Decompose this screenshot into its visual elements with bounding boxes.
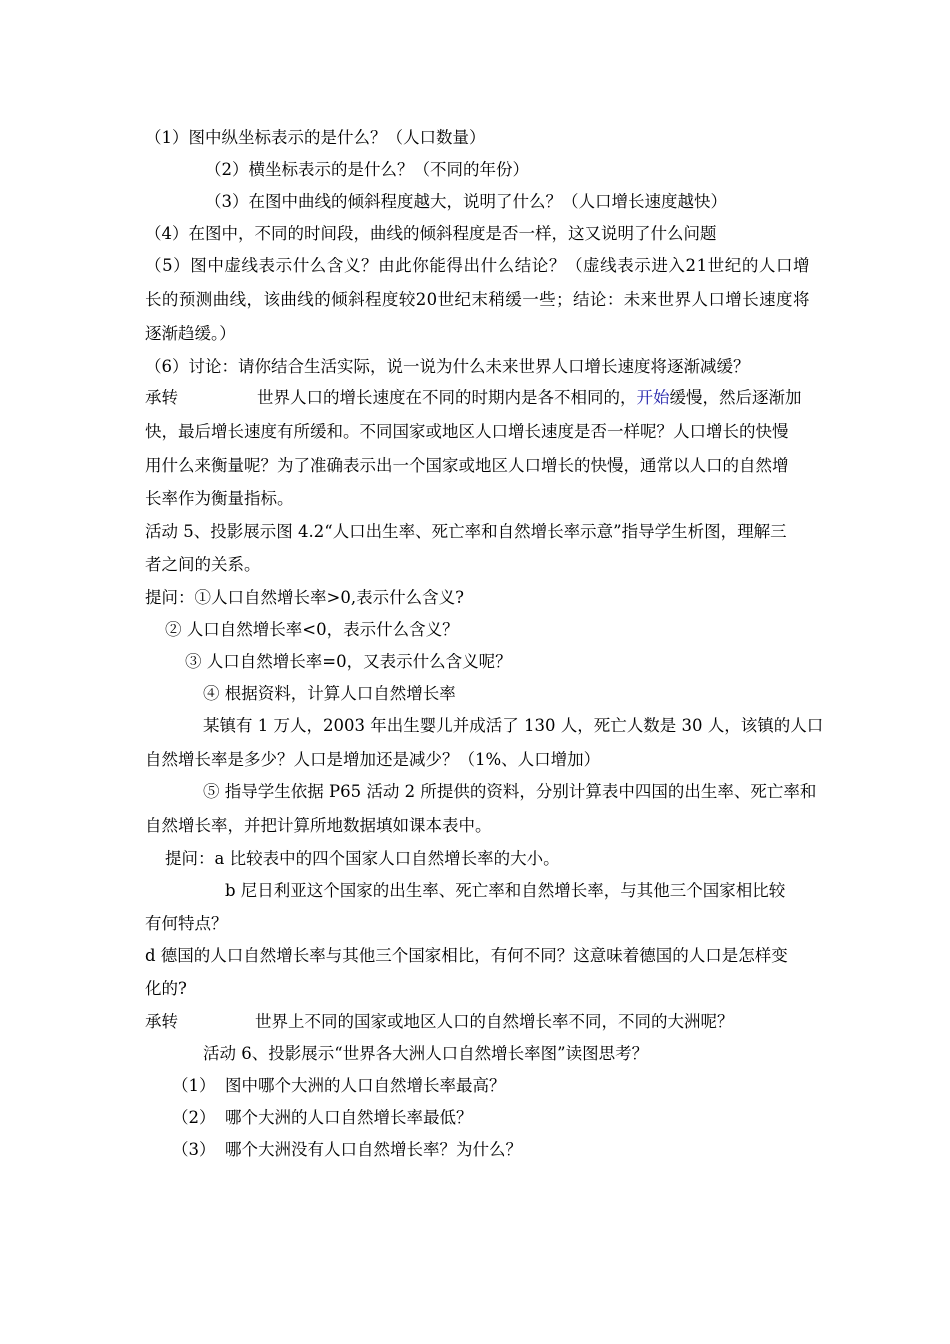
ask-b-line-2: 有何特点？	[145, 914, 228, 933]
question-6: （6）讨论：请你结合生活实际，说一说为什么未来世界人口增长速度将逐渐减缓？	[145, 357, 750, 376]
activity-5-line-2: 者之间的关系。	[145, 555, 261, 574]
ask-item-5-line-2: 自然增长率，并把计算所地数据填如课本表中。	[145, 816, 492, 835]
activity-6-q-1: 图中哪个大洲的人口自然增长率最高？	[225, 1076, 506, 1095]
question-5-line-1: （ 5 ） 图 中 虚 线 表 示 什 么 含 义 ？ 由 此 你 能 得 出 什 么 结 论 ？ （ 虚 线 表 示 进 入 2 1 世 纪 的 人 口 增	[145, 256, 810, 275]
transition-label-2: 承转	[145, 1012, 178, 1031]
transition-text-1c: 缓慢，然后逐渐加	[669, 388, 802, 407]
question-4: （4）在图中，不同的时间段，曲线的倾斜程度是否一样，这又说明了什么问题	[145, 224, 717, 243]
example-line-1: 某镇有 1 万人，2003 年出生婴儿并成活了 130 人，死亡人数是 30 人，该镇的人口	[203, 716, 824, 735]
highlight-word: 开始	[636, 388, 670, 407]
ask-item-1: 提问：①人口自然增长率>0,表示什么含义?	[145, 588, 464, 607]
activity-6-q-3: 哪个大洲没有人口自然增长率？为什么？	[225, 1140, 522, 1159]
transition-label-1: 承转	[145, 388, 178, 407]
ask-b-line-1: b 尼日利亚这个国家的出生率、死亡率和自然增长率，与其他三个国家相比较	[225, 881, 786, 900]
activity-6-num-3: （3）	[172, 1140, 216, 1159]
question-3: （3）在图中曲线的倾斜程度越大，说明了什么？（人口增长速度越快）	[205, 192, 727, 211]
activity-6-q-2: 哪个大洲的人口自然增长率最低？	[225, 1108, 473, 1127]
question-2: （2）横坐标表示的是什么？（不同的年份）	[205, 160, 529, 179]
activity-6: 活动 6、投影展示“世界各大洲人口自然增长率图”读图思考？	[203, 1044, 649, 1063]
ask-d-line-1: d 德国的人口自然增长率与其他三个国家相比，有何不同？这意味着德国的人口是怎样变	[145, 946, 788, 965]
activity-6-num-2: （2）	[172, 1108, 216, 1127]
question-5-line-2: 长 的 预 测 曲 线 ， 该 曲 线 的 倾 斜 程 度 较 2 0 世 纪 末 稍 缓 一 些 ； 结 论 ： 未 来 世 界 人 口 增 长 速 度 将	[145, 290, 810, 309]
transition-line-2: 快，最后增长速度有所缓和。不同国家或地区人口增长速度是否一样呢？人口增长的快慢	[145, 422, 789, 441]
ask-d-line-2: 化的?	[145, 979, 187, 998]
ask-item-4: ④ 根据资料，计算人口自然增长率	[203, 684, 456, 703]
question-5-line-3: 逐渐趋缓。）	[145, 324, 236, 343]
transition-line-3: 用什么来衡量呢？为了准确表示出一个国家或地区人口增长的快慢，通常以人口的自然增	[145, 456, 789, 475]
transition-text-2: 世界上不同的国家或地区人口的自然增长率不同，不同的大洲呢？	[255, 1012, 734, 1031]
ask-item-5-line-1: ⑤ 指导学生依据 P65 活动 2 所提供的资料，分别计算表中四国的出生率、死亡率和	[203, 782, 817, 801]
ask-item-2: ② 人口自然增长率<0，表示什么含义？	[165, 620, 459, 639]
transition-line-4: 长率作为衡量指标。	[145, 489, 294, 508]
ask-a: 提问：a 比较表中的四个国家人口自然增长率的大小。	[165, 849, 560, 868]
activity-6-num-1: （1）	[172, 1076, 216, 1095]
transition-text-1	[257, 388, 802, 408]
transition-text-1a: 世界人口的增长速度在不同的时期内是各不相同的，	[257, 388, 637, 407]
activity-5-line-1: 活动 5、投影展示图 4.2“人口出生率、死亡率和自然增长率示意”指导学生析图，理解三	[145, 522, 787, 541]
question-1: （1）图中纵坐标表示的是什么？（人口数量）	[145, 128, 486, 147]
ask-item-3: ③ 人口自然增长率=0，又表示什么含义呢？	[185, 652, 512, 671]
example-line-2: 自然增长率是多少？人口是增加还是减少？（1%、人口增加）	[145, 750, 601, 769]
